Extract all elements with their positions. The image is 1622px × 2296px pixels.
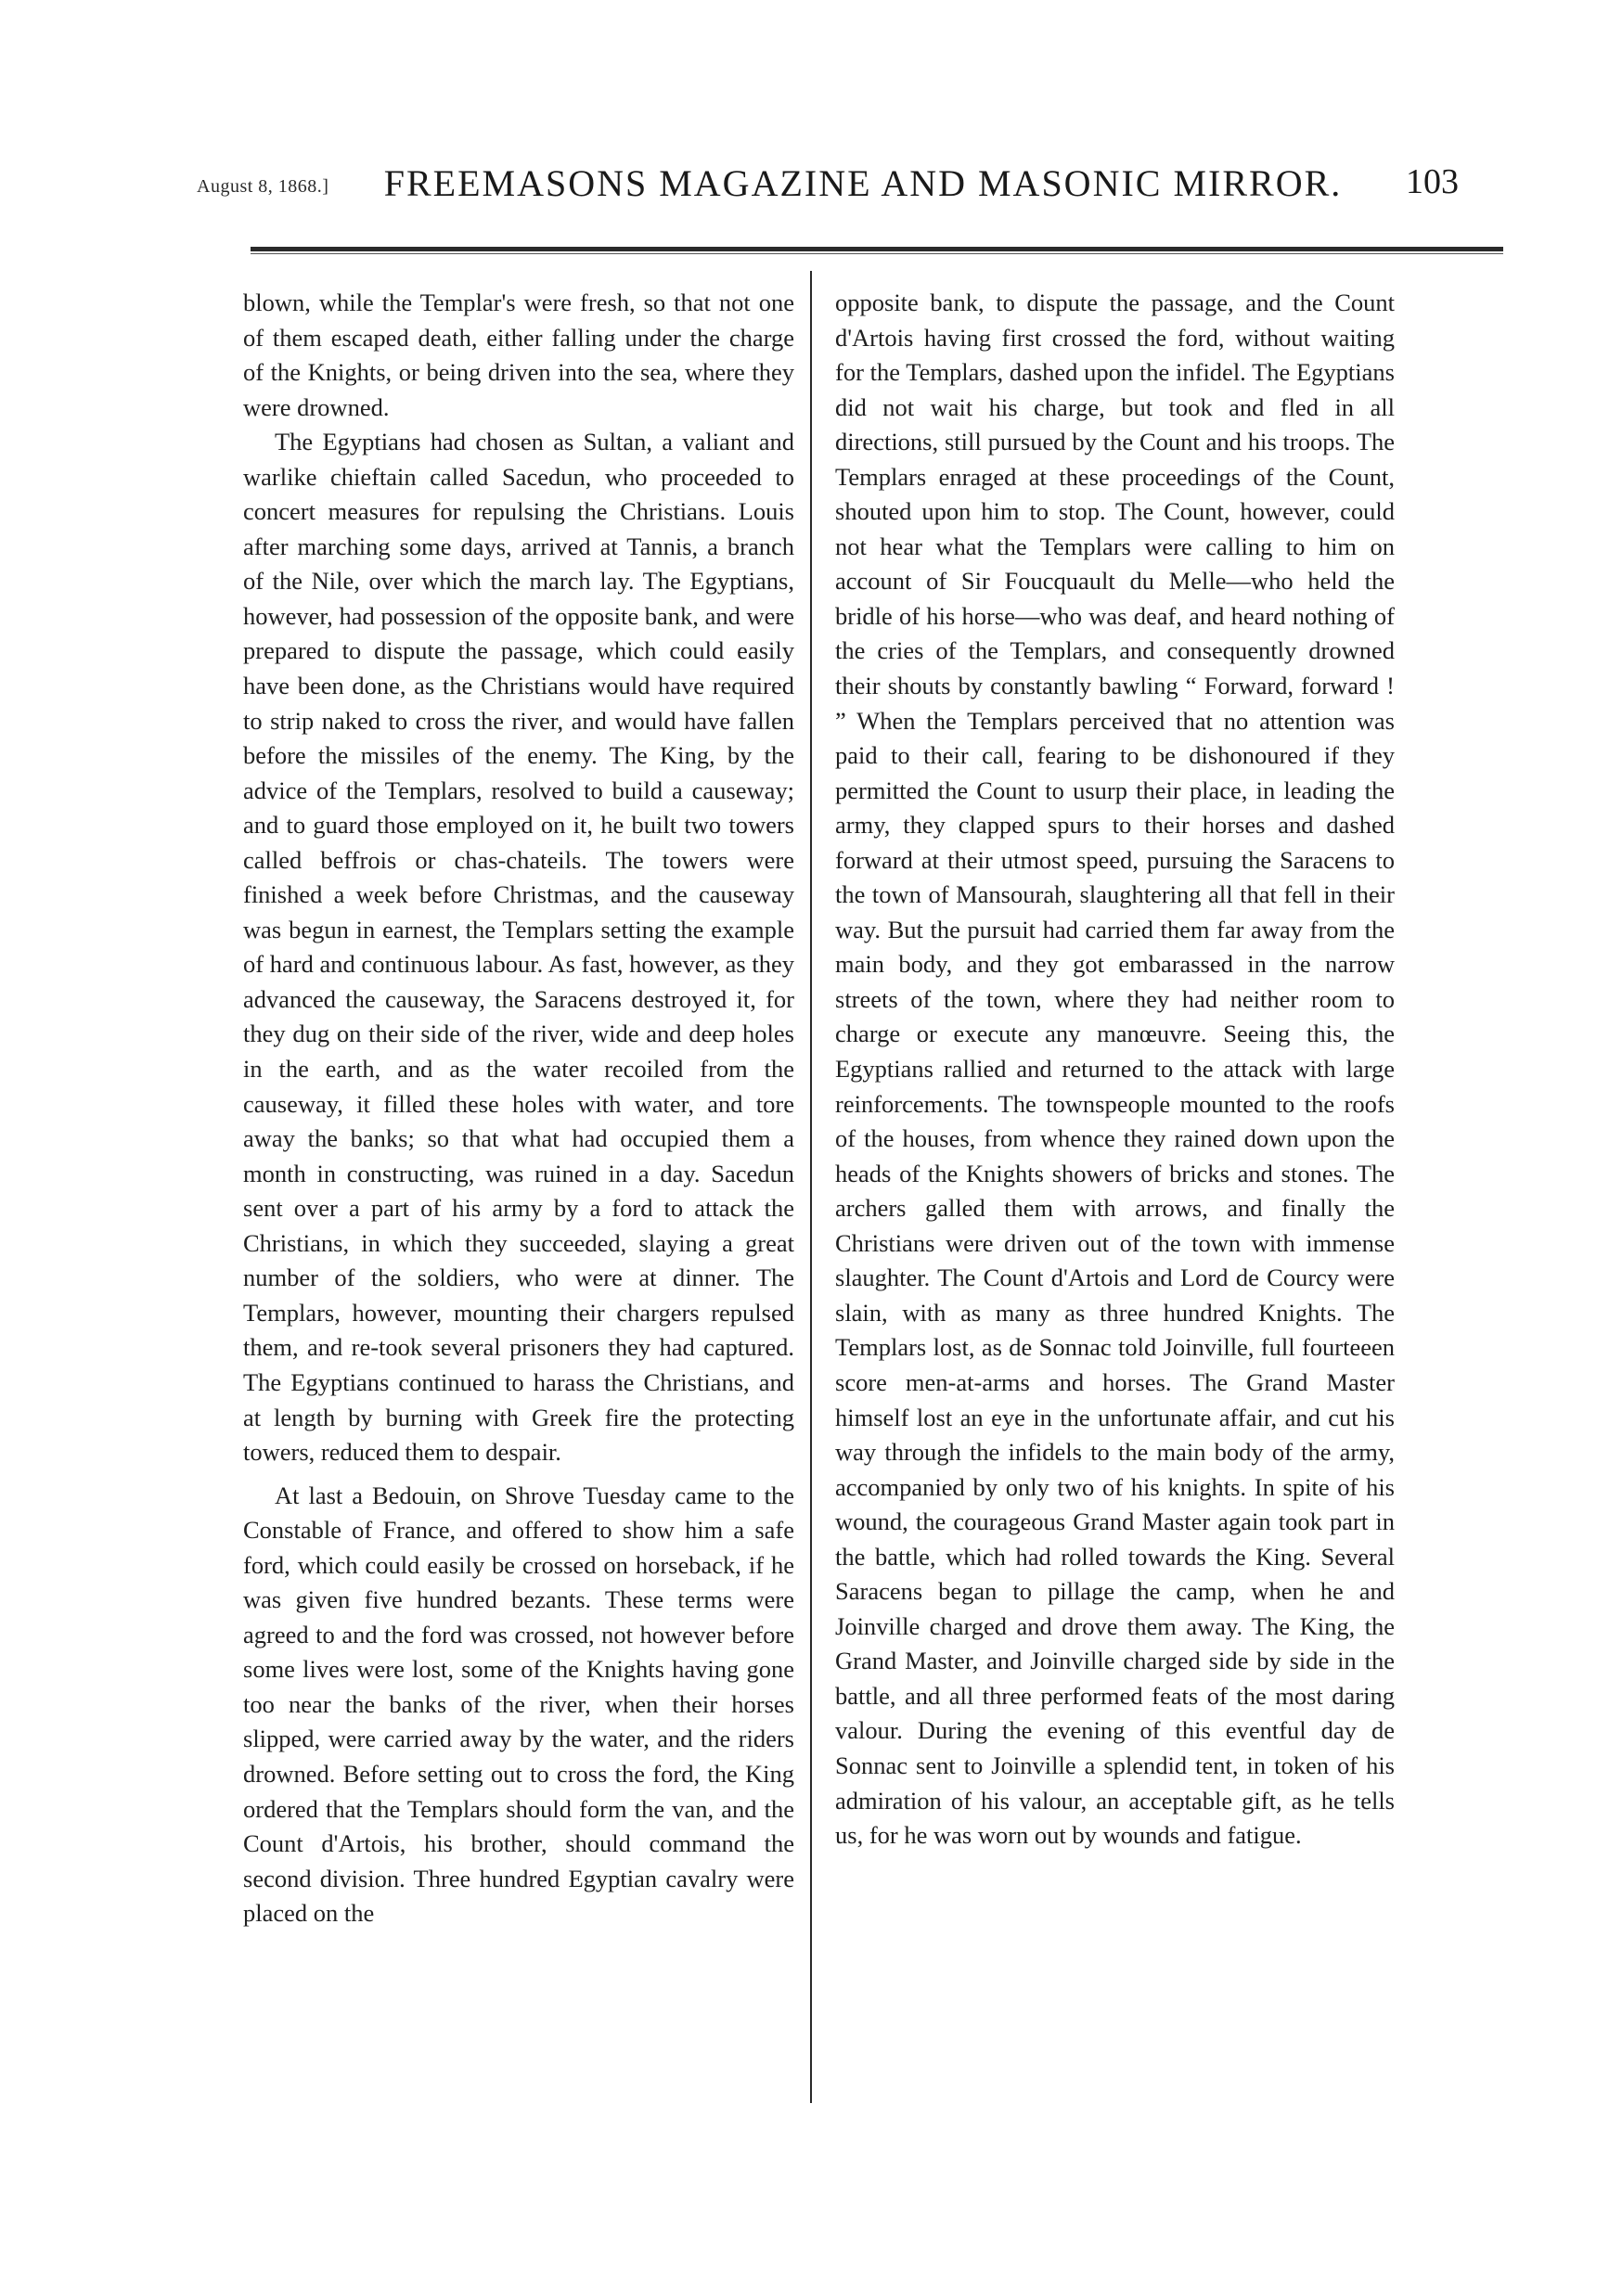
- issue-date: August 8, 1868.]: [197, 176, 329, 197]
- page-header: [186, 156, 1485, 212]
- journal-title: FREEMASONS MAGAZINE AND MASONIC MIRROR.: [383, 162, 1343, 204]
- left-column: [243, 286, 794, 1931]
- column-divider: [810, 271, 812, 2103]
- page-number: 103: [1406, 162, 1459, 201]
- header-rule-thin: [251, 253, 1503, 254]
- paragraph: At last a Bedouin, on Shrove Tuesday came to the Constable of France, and offered to show him a safe ford, which could easily be crossed on horseback, if he was given five hundred bezants. These terms were agreed to and the ford was crossed, not however before some lives were lost, some of the Knights having gone too near the banks of the river, when their horses slipped, were carried away by the water, and the riders drowned. Before setting out to cross the ford, the King ordered that the Templars should form the van, and the Count d'Artois, his brother, should command the second division. Three hundred Egyptian cavalry were placed on the: [243, 1481, 794, 1928]
- header-rule: [251, 247, 1503, 251]
- paragraph: The Egyptians had chosen as Sultan, a valiant and warlike chieftain called Sacedun, who proceeded to concert measures for repulsing the Christians. Louis after marching some days, arrived at Tannis, a branch of the Nile, over which the march lay. The Egyptians, however, had possession of the opposite bank, and were prepared to dispute the passage, which could easily have been done, as the Christians would have required to strip naked to cross the river, and would have fallen before the missiles of the enemy. The King, by the advice of the Templars, resolved to build a causeway; and to guard those employed on it, he built two towers called beffrois or chas-chateils. The towers were finished a week before Christmas, and the causeway was begun in earnest, the Templars setting the example of hard and continuous labour. As fast, however, as they advanced the causeway, the Saracens destroyed it, for they dug on their side of the river, wide and deep holes in the earth, and as the water recoiled from the causeway, it filled these holes with water, and tore away the banks; so that what had occupied them a month in constructing, was ruined in a day. Sacedun sent over a part of his army by a ford to attack the Christians, in which they succeeded, slaying a great number of the soldiers, who were at dinner. The Templars, however, mounting their chargers repulsed them, and re-took several prisoners they had captured. The Egyptians continued to harass the Christians, and at length by burning with Greek fire the protecting towers, reduced them to despair.: [243, 428, 794, 1467]
- right-column: [835, 286, 1395, 1853]
- paragraph: opposite bank, to dispute the passage, and the Count d'Artois having first crossed the ford, without waiting for the Templars, dashed upon the infidel. The Egyptians did not wait his charge, but took and fled in all directions, still pursued by the Count and his troops. The Templars enraged at these proceedings of the Count, shouted upon him to stop. The Count, however, could not hear what the Templars were calling to him on account of Sir Foucquault du Melle—who held the bridle of his horse—who was deaf, and heard nothing of the cries of the Templars, and consequently drowned their shouts by constantly bawling “ Forward, forward ! ” When the Templars perceived that no attention was paid to their call, fearing to be dishonoured if they permitted the Count to usurp their place, in leading the army, they clapped spurs to their horses and dashed forward at their utmost speed, pursuing the Saracens to the town of Mansourah, slaughtering all that fell in their way. But the pursuit had carried them far away from the main body, and they got embarassed in the narrow streets of the town, where they had neither room to charge or execute any manœuvre. Seeing this, the Egyptians rallied and returned to the attack with large reinforcements. The townspeople mounted to the roofs of the houses, from whence they rained down upon the heads of the Knights showers of bricks and stones. The archers galled them with arrows, and finally the Christians were driven out of the town with immense slaughter. The Count d'Artois and Lord de Courcy were slain, with as many as three hundred Knights. The Templars lost, as de Sonnac told Joinville, full fourteeen score men-at-arms and horses. The Grand Master himself lost an eye in the unfortunate affair, and cut his way through the infidels to the main body of the army, accompanied by only two of his knights. In spite of his wound, the courageous Grand Master again took part in the battle, which had rolled towards the King. Several Saracens began to pillage the camp, when he and Joinville charged and drove them away. The King, the Grand Master, and Joinville charged side by side in the battle, and all three performed feats of the most daring valour. During the evening of this eventful day de Sonnac sent to Joinville a splendid tent, in token of his admiration of his valour, an acceptable gift, as he tells us, for he was worn out by wounds and fatigue.: [835, 289, 1395, 1850]
- paragraph: blown, while the Templar's were fresh, so that not one of them escaped death, either falling under the charge of the Knights, or being driven into the sea, where they were drowned.: [243, 289, 794, 421]
